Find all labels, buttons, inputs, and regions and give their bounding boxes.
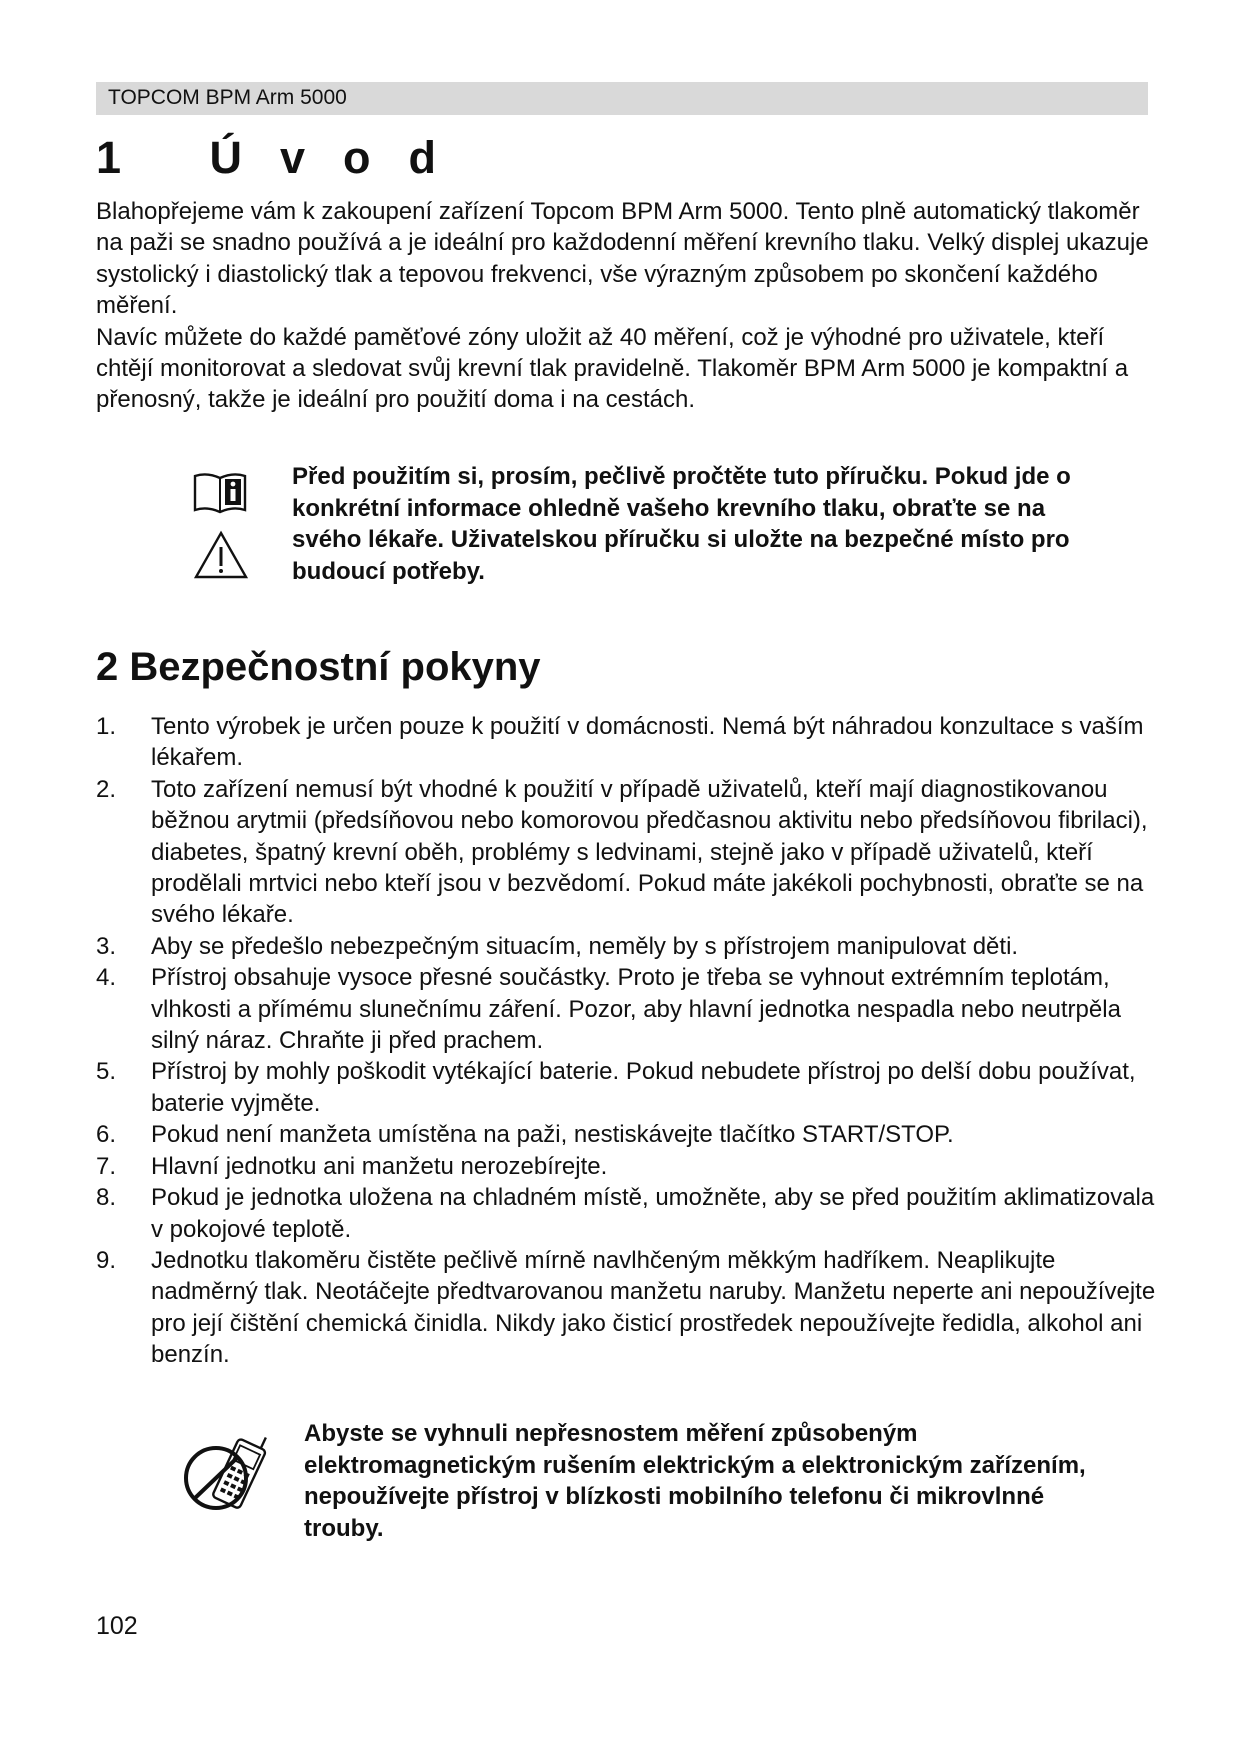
item-number: 3. <box>96 932 117 960</box>
no-mobile-phone-icon <box>180 1428 276 1520</box>
item-number: 8. <box>96 1184 117 1212</box>
item-text: Toto zařízení nemusí být vhodné k použití v případě uživatelů, kteří mají diagnostikovanou běžnou arytmii (předsíňovou nebo komorovou předčasnou aktivitu nebo předsíňovou fibrilaci), diabetes, špatný krevní oběh, problémy s ledvinami, stejně jako v případě uživatelů, kteří prodělali mrtvici nebo kteří jsou v bezvědomí. Pokud máte jakékoli pochybnosti, obraťte se na svého lékaře. <box>151 775 1148 929</box>
intro-text <box>96 196 1156 416</box>
list-item <box>96 774 1156 931</box>
item-number: 9. <box>96 1246 117 1274</box>
item-number: 1. <box>96 713 117 740</box>
header-title: TOPCOM BPM Arm 5000 <box>108 86 347 109</box>
intro-paragraph-1: Blahopřejeme vám k zakoupení zařízení Topcom BPM Arm 5000. Tento plně automatický tlakoměr na paži se snadno používá a je ideální pro každodenní měření krevního tlaku. Velký displej ukazuje systolický i diastolický tlak a tepovou frekvenci, vše výrazným způsobem po skončení každého měření. <box>96 198 1149 320</box>
list-item <box>96 1151 1156 1182</box>
item-number: 2. <box>96 775 117 803</box>
item-text: Aby se předešlo nebezpečným situacím, neměly by s přístrojem manipulovat děti. <box>151 932 1019 960</box>
list-item <box>96 1119 1156 1150</box>
warning-triangle-icon <box>193 530 249 580</box>
item-text: Jednotku tlakoměru čistěte pečlivě mírně navlhčeným měkkým hadříkem. Neaplikujte nadměrný tlak. Neotáčejte předtvarovanou manžetu naruby. Manžetu neperte ani nepoužívejte pro její čištění chemická činidla. Nikdy jako čisticí prostředek nepoužívejte ředidla, alkohol ani benzín. <box>151 1246 1156 1369</box>
manual-info-icon <box>192 470 248 516</box>
safety-instructions-list <box>96 711 1156 1371</box>
interference-notice: Abyste se vyhnuli nepřesnostem měření způsobeným elektromagnetickým rušením elektrickým a elektronickým zařízením, nepoužívejte přístroj v blízkosti mobilního telefonu či mikrovlnné trouby. <box>304 1420 1086 1542</box>
item-number: 5. <box>96 1058 117 1086</box>
section-2-heading: 2 Bezpečnostní pokyny <box>96 645 541 689</box>
item-text: Pokud není manžeta umístěna na paži, nestiskávejte tlačítko START/STOP. <box>151 1121 954 1149</box>
item-number: 6. <box>96 1121 117 1149</box>
section-1-heading: 1 Úvod <box>96 132 475 183</box>
item-number: 4. <box>96 964 117 992</box>
page-number: 102 <box>96 1612 138 1640</box>
list-item <box>96 931 1156 962</box>
item-text: Přístroj by mohly poškodit vytékající baterie. Pokud nebudete přístroj po delší dobu používat, baterie vyjměte. <box>151 1058 1136 1117</box>
intro-paragraph-2: Navíc můžete do každé paměťové zóny uložit až 40 měření, což je výhodné pro uživatele, kteří chtějí monitorovat a sledovat svůj krevní tlak pravidelně. Tlakoměr BPM Arm 5000 je kompaktní a přenosný, takže je ideální pro použití doma i na cestách. <box>96 323 1129 414</box>
running-header <box>96 82 1148 115</box>
list-item <box>96 1245 1156 1371</box>
list-item <box>96 1056 1156 1119</box>
manual-notice: Před použitím si, prosím, pečlivě pročtěte tuto příručku. Pokud jde o konkrétní informace ohledně vašeho krevního tlaku, obraťte se na svého lékaře. Uživatelskou příručku si uložte na bezpečné místo pro budoucí potřeby. <box>292 463 1071 585</box>
item-text: Přístroj obsahuje vysoce přesné součástky. Proto je třeba se vyhnout extrémním teplotám, vlhkosti a přímému slunečnímu záření. Pozor, aby hlavní jednotka nespadla nebo neutrpěla silný náraz. Chraňte ji před prachem. <box>151 964 1121 1055</box>
list-item <box>96 1182 1156 1245</box>
item-number: 7. <box>96 1152 117 1180</box>
item-text: Hlavní jednotku ani manžetu nerozebírejte. <box>151 1152 608 1180</box>
item-text: Pokud je jednotka uložena na chladném místě, umožněte, aby se před použitím aklimatizovala v pokojové teplotě. <box>151 1184 1155 1243</box>
list-item <box>96 962 1156 1056</box>
list-item <box>96 711 1156 774</box>
item-text: Tento výrobek je určen pouze k použití v domácnosti. Nemá být náhradou konzultace s vaším lékařem. <box>151 713 1144 772</box>
